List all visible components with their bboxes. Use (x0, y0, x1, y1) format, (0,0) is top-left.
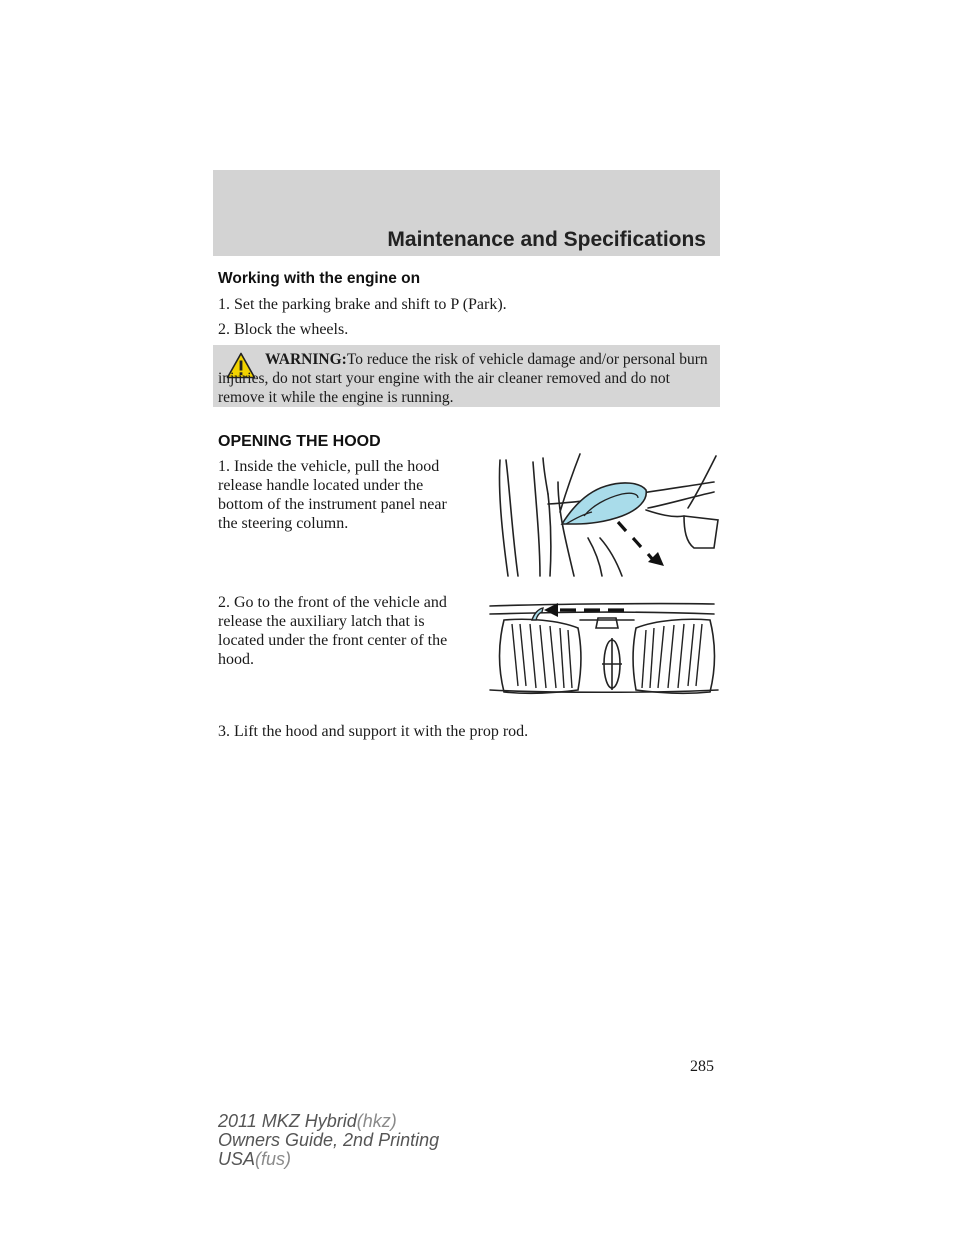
engine-on-step-2: 2. Block the wheels. (218, 321, 349, 338)
hood-step-2: 2. Go to the front of the vehicle and release the auxiliary latch that is located under the front center of the hood. (218, 594, 448, 668)
footer-market: USA (218, 1149, 256, 1169)
hood-step-3: 3. Lift the hood and support it with the prop rod. (218, 723, 529, 740)
footer-line-2: Owners Guide, 2nd Printing (218, 1130, 440, 1150)
engine-on-heading: Working with the engine on (218, 270, 421, 287)
hood-release-handle-illustration (488, 452, 724, 580)
footer-line-1 (218, 1112, 439, 1131)
warning-text (218, 350, 708, 407)
section-title: Maintenance and Specifications (387, 228, 706, 251)
warning-body: To reduce the risk of vehicle damage and/or personal burn injuries, do not start your engine with the air cleaner removed and do not remove it while the engine is running. (218, 351, 708, 406)
warning-box (213, 345, 720, 407)
section-header-band (213, 170, 720, 256)
engine-on-step-1: 1. Set the parking brake and shift to P (Park). (218, 296, 507, 313)
document-footer (218, 1112, 439, 1169)
footer-market-code: (fus) (255, 1149, 292, 1169)
hood-heading: OPENING THE HOOD (218, 433, 381, 450)
hood-step-1: 1. Inside the vehicle, pull the hood release handle located under the bottom of the instrument panel near the steering column. (218, 458, 447, 532)
page-number: 285 (690, 1058, 714, 1075)
footer-model-code: (hkz) (356, 1111, 397, 1131)
auxiliary-latch-grille-illustration (488, 598, 724, 698)
footer-line-3 (218, 1150, 439, 1169)
warning-label: WARNING: (265, 351, 347, 368)
footer-model: 2011 MKZ Hybrid (218, 1111, 357, 1131)
